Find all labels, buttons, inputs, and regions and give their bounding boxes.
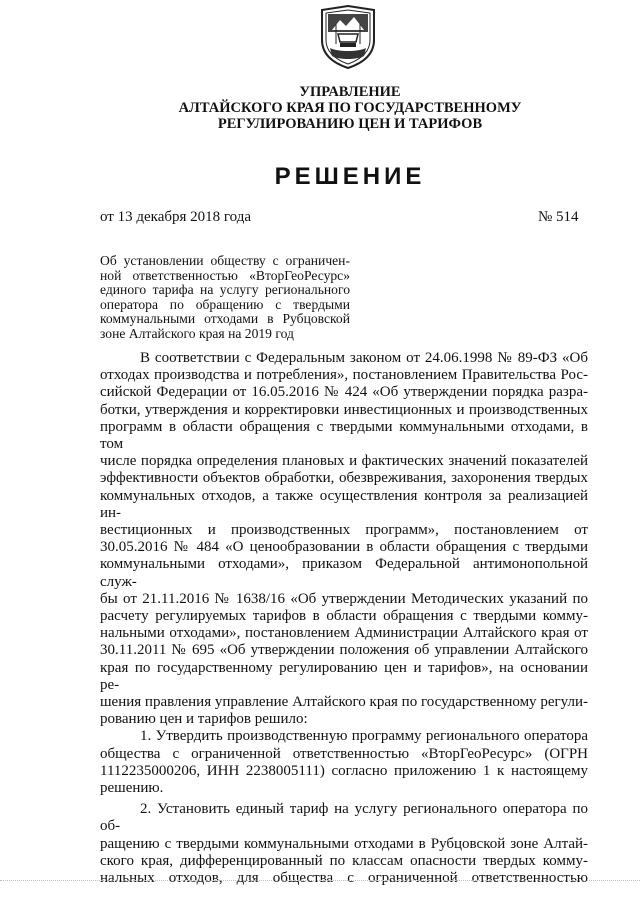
body-line: нальных отходов, для общества с ограниченной ответственностью [100, 870, 588, 887]
body-line: сийской Федерации от 16.05.2016 № 424 «Об утверждении порядка разра- [100, 384, 588, 401]
document-subject [100, 254, 350, 341]
body-line: В соответствии с Федеральным законом от 24.06.1998 № 89-ФЗ «Об [140, 350, 588, 366]
document-number: № 514 [538, 209, 579, 225]
body-line: числе порядка определения плановых и фактических значений показателей [100, 453, 588, 470]
body-line: отходах производства и потребления», постановлением Правительства Рос- [100, 367, 588, 384]
body-line: 30.05.2016 № 484 «О ценообразовании в области обращения с твердыми [100, 539, 588, 556]
clause-1 [100, 728, 588, 797]
authority-line: АЛТАЙСКОГО КРАЯ ПО ГОСУДАРСТВЕННОМУ [178, 100, 522, 116]
body-line: 2. Установить единый тариф на услугу регионального оператора по об- [100, 801, 588, 835]
body-line: нальными отходами», постановлением Администрации Алтайского края от [100, 625, 588, 642]
body-line: коммунальных отходов, а также осуществления контроля за реализацией ин- [100, 487, 588, 521]
body-line: бы от 21.11.2016 № 1638/16 «Об утверждении Методических указаний по [100, 590, 588, 607]
body-line: эффективности объектов обработки, обезвреживания, захоронения твердых [100, 470, 588, 487]
authority-line: УПРАВЛЕНИЕ [299, 84, 401, 100]
subject-line: оператора по обращению с твердыми [100, 296, 350, 312]
subject-line: коммунальными отходами в Рубцовской [100, 311, 350, 326]
body-line: ботки, утверждения и корректировки инвестиционных и производственных [100, 401, 588, 418]
coat-of-arms-icon [316, 4, 380, 70]
subject-line: ной ответственностью «ВторГеоРесурс» [100, 267, 350, 283]
body-line: 1. Утвердить производственную программу регионального оператора [140, 728, 588, 745]
clause-2 [100, 801, 588, 887]
document-body [100, 350, 588, 887]
subject-line: единого тарифа на услугу регионального [100, 282, 350, 297]
body-line: ращению с твердыми коммунальными отходами в Рубцовской зоне Алтай- [100, 835, 588, 852]
document-type: РЕШЕНИЕ [274, 163, 426, 190]
body-line: шения правления управление Алтайского края по государственному регули- [100, 694, 588, 711]
page-edge-rule [0, 880, 640, 882]
body-line: рованию цен и тарифов решило: [100, 711, 308, 728]
body-line: 30.11.2011 № 695 «Об утверждении положения об управлении Алтайского [100, 642, 588, 659]
body-line: края по государственному регулированию цен и тарифов», на основании ре- [100, 659, 588, 693]
preamble-paragraph [100, 350, 588, 728]
authority-line: РЕГУЛИРОВАНИЮ ЦЕН И ТАРИФОВ [217, 116, 483, 132]
body-line: общества с ограниченной ответственностью «ВторГеоРесурс» (ОГРН [100, 745, 588, 762]
body-line: решению. [100, 780, 164, 797]
body-line: ского края, дифференцированный по классам опасности твердых комму- [100, 852, 588, 869]
body-line: коммунальными отходами», приказом Федеральной антимонопольной служ- [100, 556, 588, 590]
body-line: расчету регулируемых тарифов в области обращения с твердыми комму- [100, 608, 588, 625]
subject-line: зоне Алтайского края на 2019 год [100, 325, 294, 341]
body-line: программ в области обращения с твердыми коммунальными отходами, в том [100, 418, 588, 453]
body-line: вестиционных и производственных программ», постановлением от [100, 522, 588, 539]
issuing-authority [120, 84, 580, 132]
document-date: от 13 декабря 2018 года [100, 209, 252, 225]
body-line: 1112235000206, ИНН 2238005111) согласно приложению 1 к настоящему [100, 762, 588, 779]
subject-line: Об установлении обществу с ограничен- [100, 253, 350, 268]
